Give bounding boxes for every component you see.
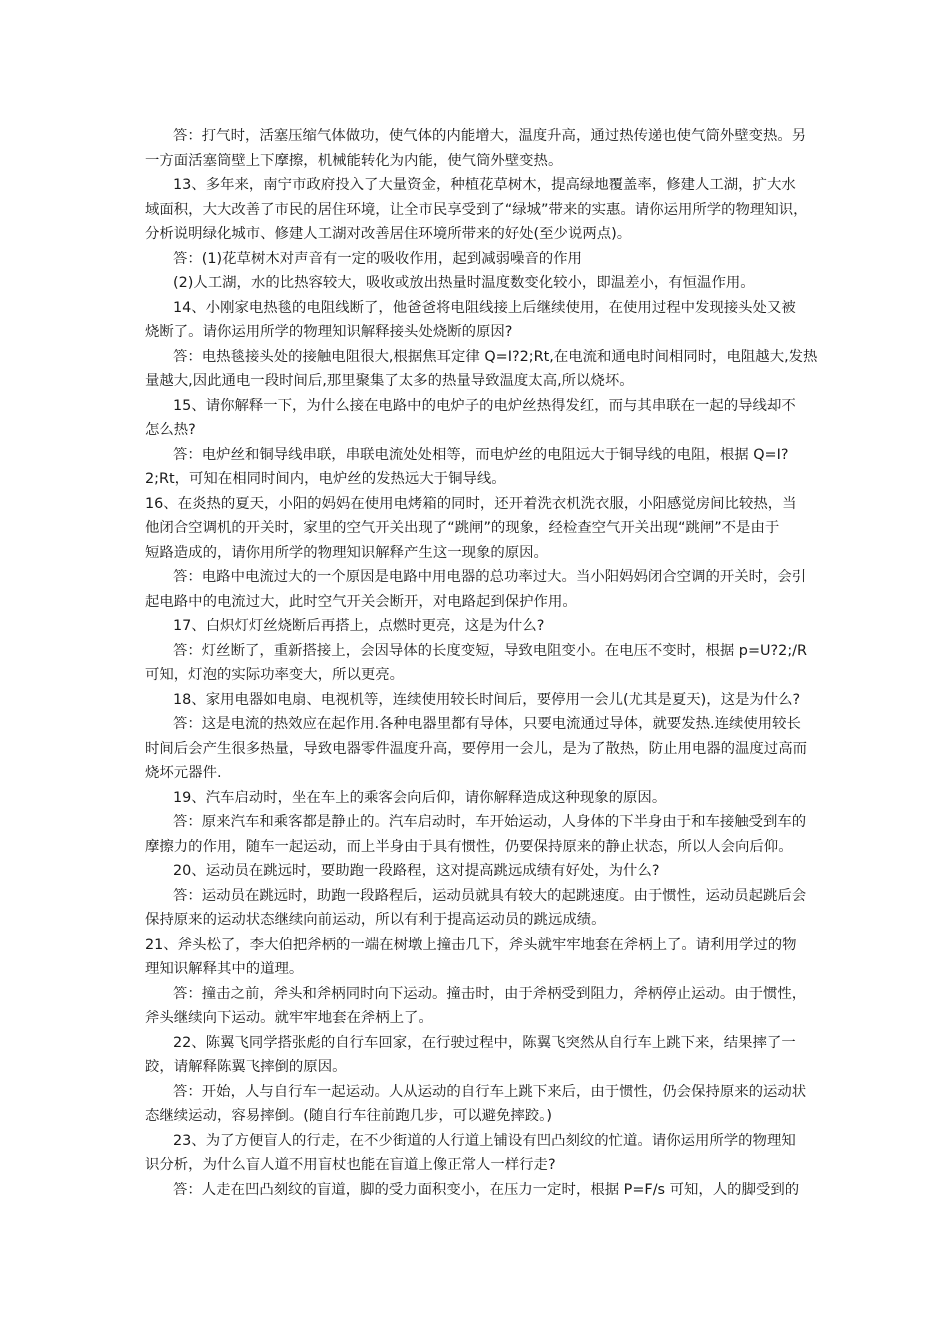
text-line: 可知，灯泡的实际功率变大，所以更亮。 (145, 667, 405, 683)
text-line: 14、小刚家电热毯的电阻线断了，他爸爸将电阻线接上后继续使用，在使用过程中发现接头处又被 (173, 299, 796, 316)
text-line: 起电路中的电流过大，此时空气开关会断开，对电路起到保护作用。 (145, 593, 577, 610)
text-line: 22、陈翼飞同学搭张彪的自行车回家，在行驶过程中，陈翼飞突然从自行车上跳下来，结果摔了一 (173, 1034, 796, 1051)
text-line: 摩擦力的作用，随车一起运动，而上半身由于具有惯性，仍要保持原来的静止状态，所以人会向后仰。 (145, 838, 793, 855)
text-line: 答：人走在凹凸刻纹的盲道，脚的受力面积变小，在压力一定时，根据 P=F/s 可知，人的脚受到的 (173, 1181, 800, 1198)
text-line: 态继续运动，容易摔倒。(随自行车往前跑几步，可以避免摔跤。) (145, 1108, 552, 1124)
text-line: 18、家用电器如电扇、电视机等，连续使用较长时间后，要停用一会儿(尤其是夏天)，这是为什么? (173, 691, 801, 708)
document-page (145, 124, 817, 1202)
text-line: 19、汽车启动时，坐在车上的乘客会向后仰，请你解释造成这种现象的原因。 (173, 789, 667, 806)
text-line: 烧坏元器件. (145, 765, 222, 781)
text-line: 怎么热? (145, 422, 196, 438)
text-line: (2)人工湖，水的比热容较大，吸收或放出热量时温度数变化较小，即温差小，有恒温作用。 (173, 275, 755, 291)
text-line: 一方面活塞筒壁上下摩擦，机械能转化为内能，使气筒外壁变热。 (145, 152, 563, 169)
text-line: 答：这是电流的热效应在起作用.各种电器里都有导体，只要电流通过导体，就要发热.连续使用较长 (173, 716, 801, 732)
text-line: 跤，请解释陈翼飞摔倒的原因。 (145, 1059, 347, 1075)
text-line: 答：原来汽车和乘客都是静止的。汽车启动时，车开始运动，人身体的下半身由于和车接触受到车的 (173, 814, 807, 830)
text-line: 他闭合空调机的开关时，家里的空气开关出现了“跳闸”的现象，经检查空气开关出现“跳闸”不是由于 (145, 520, 780, 536)
text-line: 23、为了方便盲人的行走，在不少街道的人行道上铺设有凹凸刻纹的忙道。请你运用所学的物理知 (173, 1132, 796, 1149)
text-line: 答：开始，人与自行车一起运动。人从运动的自行车上跳下来后，由于惯性，仍会保持原来的运动状 (173, 1083, 807, 1100)
text-line: 烧断了。请你运用所学的物理知识解释接头处烧断的原因? (145, 324, 513, 340)
text-line: 短路造成的，请你用所学的物理知识解释产生这一现象的原因。 (145, 544, 548, 561)
text-line: 15、请你解释一下，为什么接在电路中的电炉子的电炉丝热得发红，而与其串联在一起的导线却不 (173, 397, 796, 414)
text-line: 斧头继续向下运动。就牢牢地套在斧柄上了。 (145, 1010, 433, 1026)
text-line: 保持原来的运动状态继续向前运动，所以有利于提高运动员的跳远成绩。 (145, 912, 606, 928)
text-line: 答：电热毯接头处的接触电阻很大,根据焦耳定律 Q=I?2;Rt,在电流和通电时间相同时，电阻越大,发热 (173, 348, 818, 365)
text-line: 答：电炉丝和铜导线串联，串联电流处处相等，而电炉丝的电阻远大于铜导线的电阻，根据 Q=I? (173, 446, 789, 463)
text-line: 时间后会产生很多热量，导致电器零件温度升高，要停用一会儿，是为了散热，防止用电器的温度过高而 (145, 740, 807, 757)
text-line: 答：运动员在跳远时，助跑一段路程后，运动员就具有较大的起跳速度。由于惯性，运动员起跳后会 (173, 887, 807, 904)
text-line: 域面积，大大改善了市民的居住环境，让全市民享受到了“绿城”带来的实惠。请你运用所学的物理知识， (145, 201, 808, 218)
text-line: 2;Rt，可知在相同时间内，电炉丝的发热远大于铜导线。 (145, 471, 506, 487)
text-line: 答：(1)花草树木对声音有一定的吸收作用，起到减弱噪音的作用 (173, 250, 582, 267)
text-line: 答：灯丝断了，重新搭接上，会因导体的长度变短，导致电阻变小。在电压不变时，根据 p=U?2;/R (173, 642, 808, 659)
text-line: 识分析，为什么盲人道不用盲杖也能在盲道上像正常人一样行走? (145, 1157, 556, 1173)
text-line: 17、白炽灯灯丝烧断后再搭上，点燃时更亮，这是为什么? (173, 618, 545, 634)
text-line: 理知识解释其中的道理。 (145, 961, 304, 977)
text-line: 答：撞击之前，斧头和斧柄同时向下运动。撞击时，由于斧柄受到阻力，斧柄停止运动。由于惯性， (173, 985, 807, 1002)
text-line: 答：电路中电流过大的一个原因是电路中用电器的总功率过大。当小阳妈妈闭合空调的开关时，会引 (173, 569, 807, 585)
text-line: 量越大,因此通电一段时间后,那里聚集了太多的热量导致温度太高,所以烧坏。 (145, 373, 634, 389)
text-line: 答：打气时，活塞压缩气体做功，使气体的内能增大，温度升高，通过热传递也使气筒外壁变热。另 (173, 128, 807, 144)
text-line: 20、运动员在跳远时，要助跑一段路程，这对提高跳远成绩有好处，为什么? (173, 863, 660, 879)
text-line: 13、多年来，南宁市政府投入了大量资金，种植花草树木，提高绿地覆盖率，修建人工湖，扩大水 (173, 177, 796, 193)
text-line: 分析说明绿化城市、修建人工湖对改善居住环境所带来的好处(至少说两点)。 (145, 226, 632, 242)
text-line: 16、在炎热的夏天，小阳的妈妈在使用电烤箱的同时，还开着洗衣机洗衣服，小阳感觉房间比较热，当 (145, 495, 797, 512)
text-line: 21、斧头松了，李大伯把斧柄的一端在树墩上撞击几下，斧头就牢牢地套在斧柄上了。请利用学过的物 (145, 936, 797, 953)
